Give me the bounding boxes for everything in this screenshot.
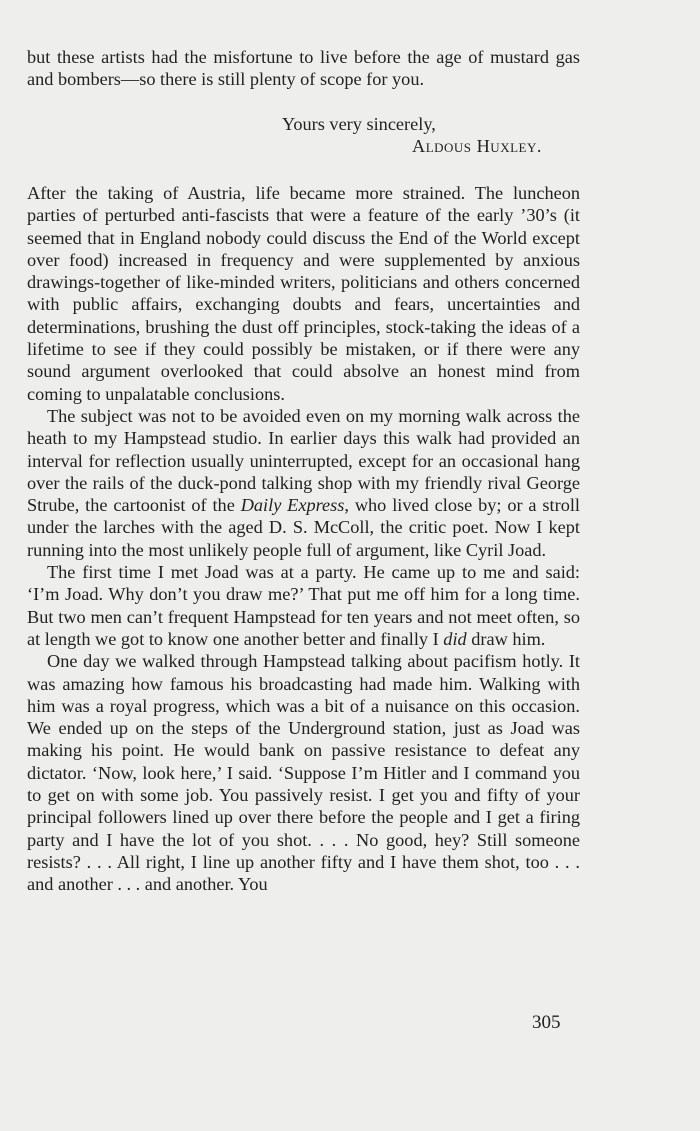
letter-signature: Aldous Huxley. [412, 136, 542, 156]
paragraph-austria [27, 182, 580, 405]
paragraph-text: The subject was not to be avoided even on my morning walk across the heath to my Hampstead studio. In earlier days this walk had provided an interval for reflection usually uninterrupted, except for an occasional hang over the rails of the duck-pond talking shop with my friendly rival George Strube, the cartoonist of the [27, 405, 580, 516]
italic-title: Daily Express [240, 495, 345, 516]
paragraph-text: After the taking of Austria, life became more strained. The luncheon parties of perturbed anti-fascists that were a feature of the early ’30’s (it seemed that in England nobody could discuss the End of the World except over food) increased in frequency and were supplemented by anxious drawings-together of like-minded writers, politicians and others concerned with public affairs, exchanging doubts and fears, uncertainties and determinations, brushing the dust off principles, stock-taking the ideas of a lifetime to see if they could possibly be mistaken, or if there were any sound argument overlooked that could absolve an honest mind from coming to unpalatable conclusions. [27, 183, 580, 404]
page-number: 305 [532, 1012, 561, 1033]
body-text [27, 182, 580, 896]
paragraph-text: , who lived close by; or a stroll under the larches with the aged D. S. McColl, the critic poet. Now I kept running into the most unlikely people full of argument, like Cyril Joad. [27, 495, 580, 560]
paragraph-text: draw him. [466, 628, 546, 649]
paragraph-text: One day we walked through Hampstead talking about pacifism hotly. It was amazing how famous his broadcasting had made him. Walking with him was a royal progress, which was a bit of a nuisance on this occasion. We ended up on the steps of the Underground station, just as Joad was making his point. He would bank on passive resistance to defeat any dictator. ‘Now, look here,’ I said. ‘Suppose I’m Hitler and I command you to get on with some job. You passively resist. I get you and fifty of your principal followers lined up over there before the people and I get a firing party and I have the lot of you shot. . . . No good, hey? Still someone resists? . . . All right, I line up another fifty and I have them shot, too . . . and another . . . and another. You [27, 651, 580, 895]
paragraph-first-meeting [27, 561, 580, 650]
italic-emphasis: did [443, 628, 467, 649]
letter-ending [27, 46, 580, 91]
paragraph-text: The first time I met Joad was at a party. He came up to me and said: ‘I’m Joad. Why don’t you draw me?’ That put me off him for a long time. But two men can’t frequent Hampstead for ten years and not meet often, so at length we got to know one another better and finally I [27, 562, 580, 649]
paragraph-pacifism [27, 650, 580, 895]
letter-ending-paragraph: but these artists had the misfortune to live before the age of mustard gas and bombers—so there is still plenty of scope for you. [27, 47, 580, 90]
letter-closing: Yours very sincerely, [282, 114, 436, 134]
paragraph-morning-walk [27, 405, 580, 561]
